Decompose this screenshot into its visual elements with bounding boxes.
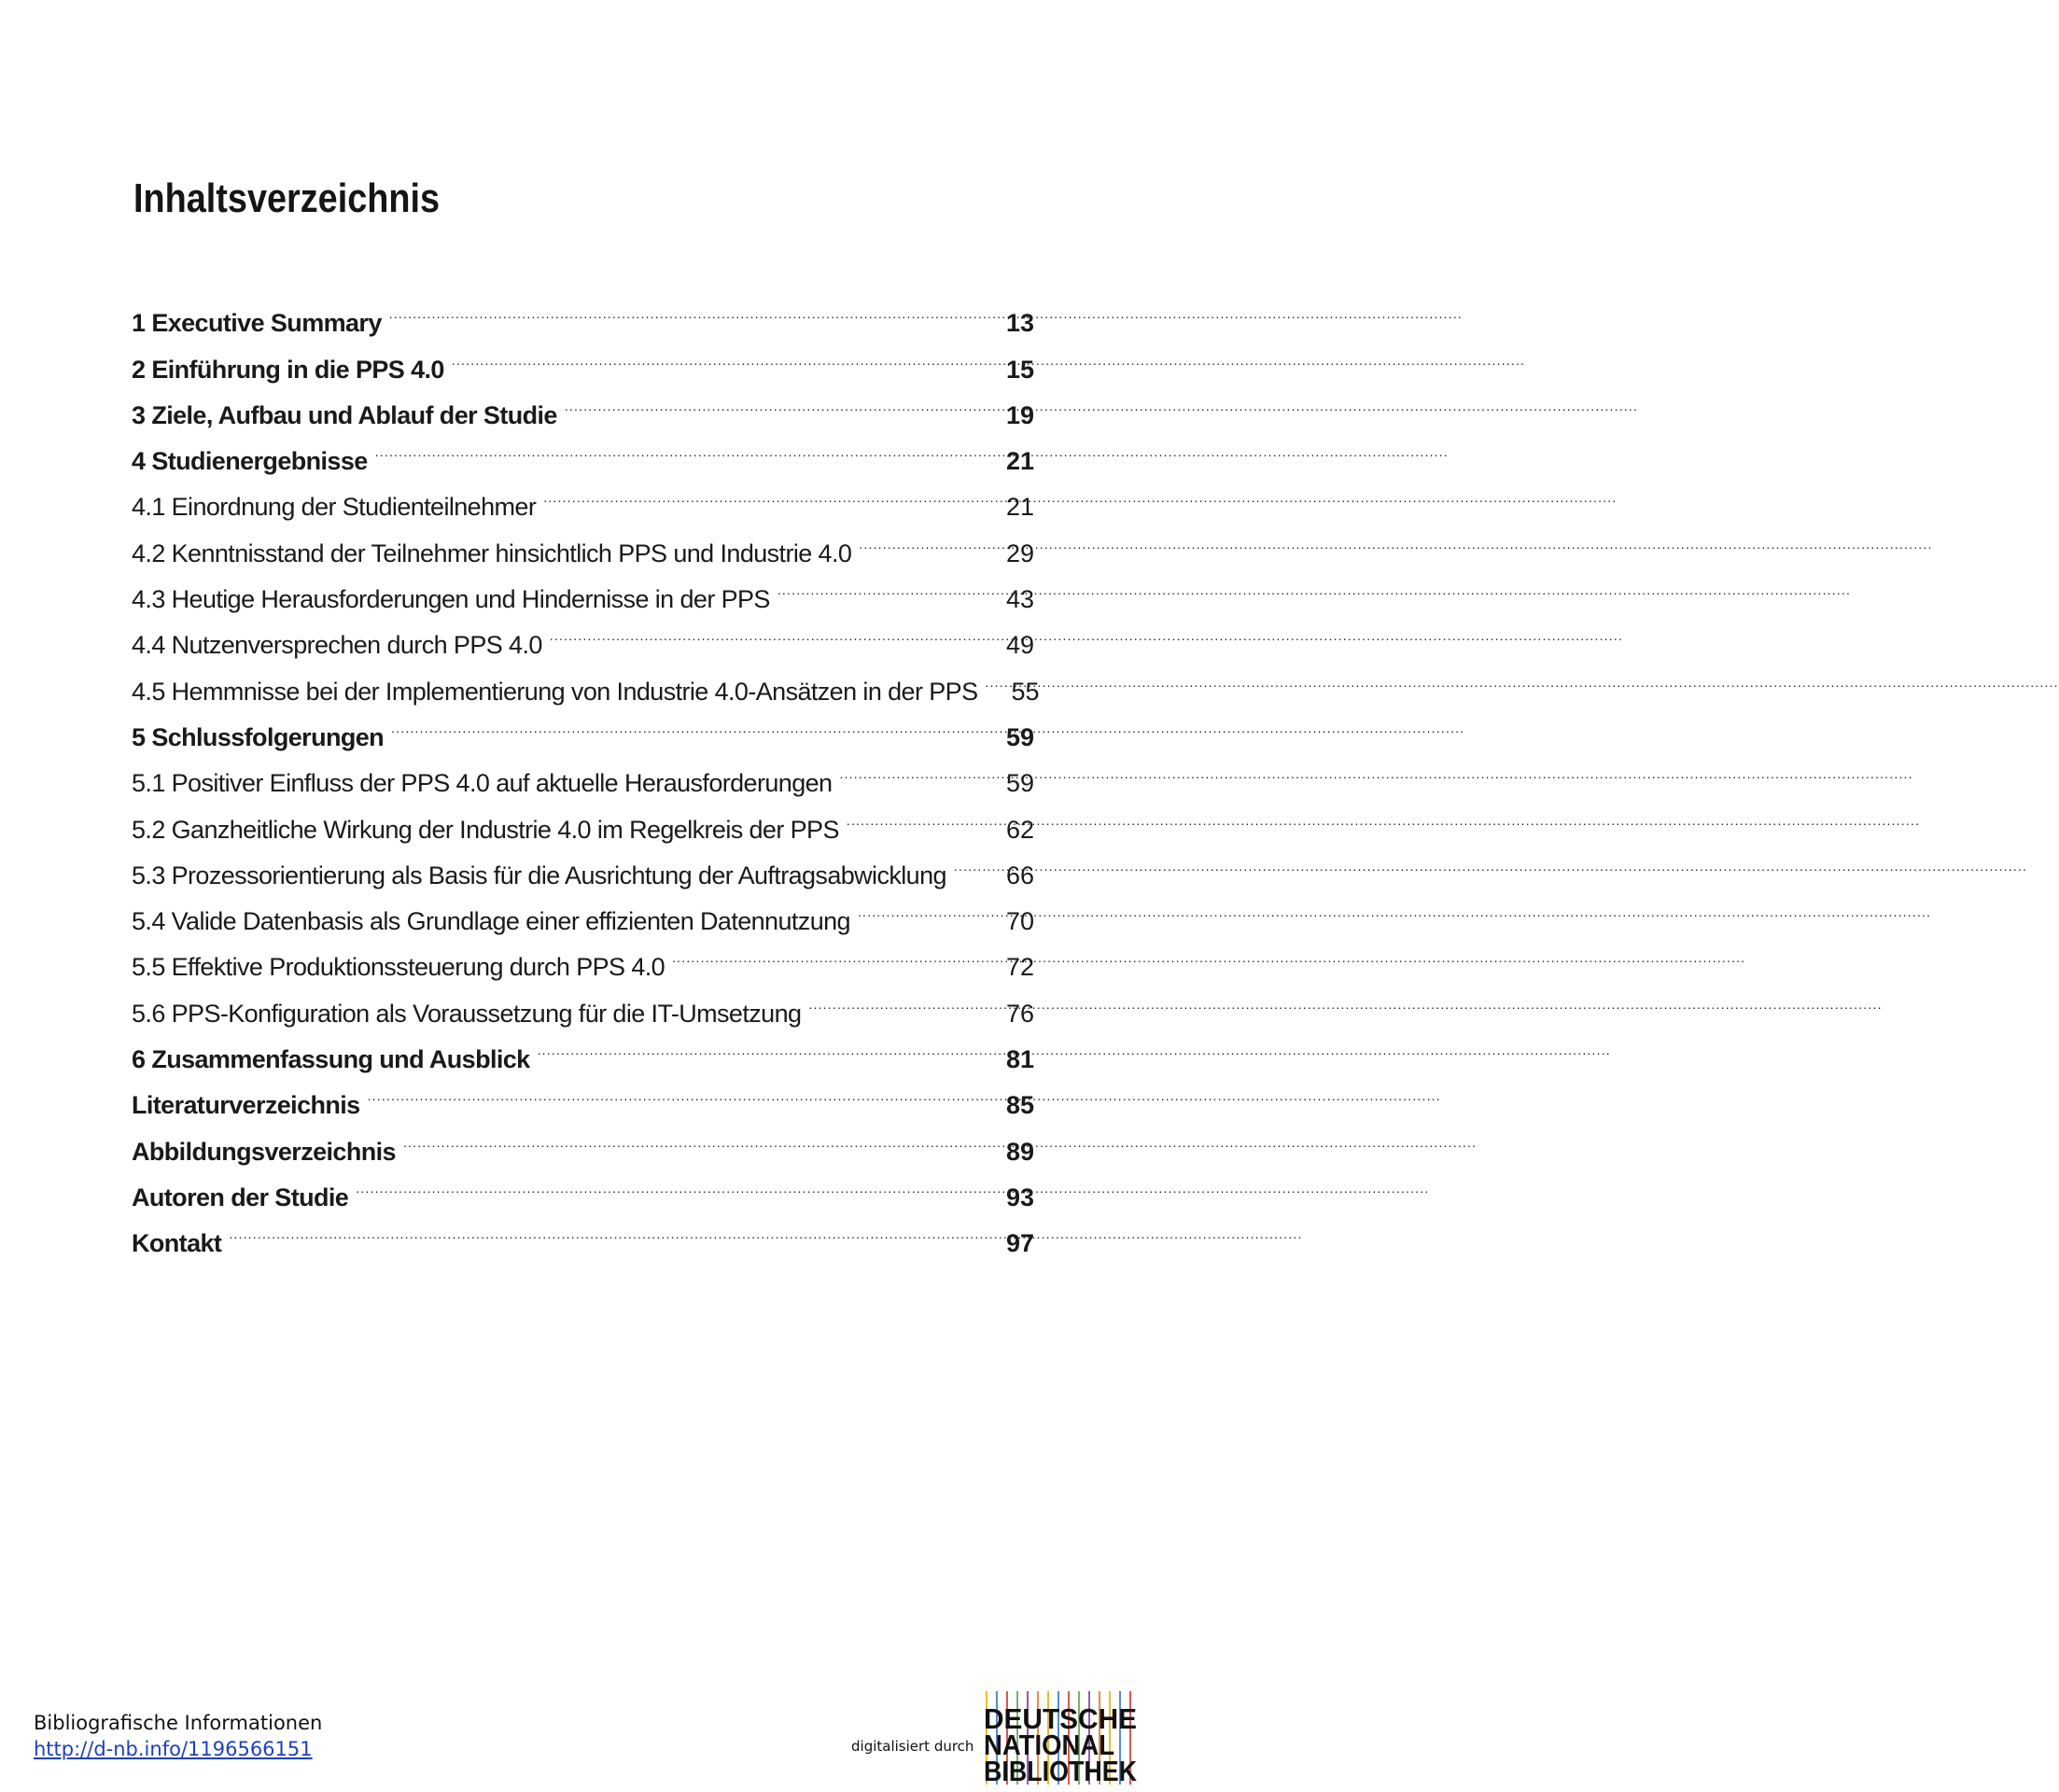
toc-dot-leader bbox=[375, 424, 999, 469]
toc-entry-label: 4.2 Kenntnisstand der Teilnehmer hinsichtlich PPS und Industrie 4.0 bbox=[132, 539, 852, 567]
toc-page-number: 21 bbox=[1005, 493, 1034, 522]
bib-info-label: Bibliografische Informationen bbox=[34, 1712, 323, 1734]
toc-page-number: 43 bbox=[1005, 585, 1034, 614]
toc-page-number: 19 bbox=[1005, 400, 1034, 429]
toc-dot-leader bbox=[543, 469, 999, 515]
dnb-logo bbox=[982, 1691, 1139, 1785]
toc-entry-label: 4 Studienergebnisse bbox=[132, 447, 368, 476]
toc-entry-label: 4.5 Hemmnisse bei der Implementierung von Industrie 4.0-Ansätzen in der PPS bbox=[132, 677, 978, 706]
toc-page-number: 15 bbox=[1005, 355, 1034, 384]
toc-dot-leader bbox=[986, 653, 1004, 699]
toc-dot-leader bbox=[229, 1206, 999, 1252]
logo-text-bibliothek: BIBLIOTHEK bbox=[984, 1755, 1138, 1787]
toc-page-number: 70 bbox=[1005, 907, 1034, 936]
toc-entry-label: 1 Executive Summary bbox=[132, 309, 382, 338]
toc-page-number: 59 bbox=[1005, 769, 1034, 798]
toc-dot-leader bbox=[368, 1068, 999, 1113]
toc-page-number: 21 bbox=[1005, 447, 1034, 476]
toc-dot-leader bbox=[403, 1113, 999, 1159]
toc-dot-leader bbox=[858, 884, 999, 930]
toc-dot-leader bbox=[672, 930, 999, 975]
logo-text-national: NATIONAL bbox=[984, 1729, 1114, 1761]
toc-page-number: 72 bbox=[1005, 953, 1034, 982]
toc-page-number: 89 bbox=[1005, 1137, 1034, 1166]
toc-entry-label: Kontakt bbox=[132, 1229, 222, 1258]
toc-page-number: 97 bbox=[1005, 1229, 1034, 1258]
toc-dot-leader bbox=[808, 975, 999, 1021]
bibliographic-info bbox=[34, 1710, 322, 1762]
toc-page-number: 29 bbox=[1005, 539, 1034, 567]
toc-page-number: 66 bbox=[1005, 861, 1034, 889]
toc-entry-label: 6 Zusammenfassung und Ausblick bbox=[132, 1045, 530, 1074]
toc-page-number: 85 bbox=[1005, 1091, 1034, 1120]
toc-page-number: 81 bbox=[1005, 1045, 1034, 1074]
toc-dot-leader bbox=[847, 791, 999, 837]
toc-entry-label: 5.4 Valide Datenbasis als Grundlage einer effizienten Datennutzung bbox=[132, 907, 850, 936]
table-of-contents bbox=[132, 286, 1040, 1258]
digitalized-by-label: digitalisiert durch bbox=[851, 1738, 974, 1755]
toc-dot-leader bbox=[550, 608, 999, 653]
toc-page-number: 49 bbox=[1005, 631, 1034, 660]
toc-dot-leader bbox=[954, 838, 999, 884]
toc-entry-label: 5 Schlussfolgerungen bbox=[132, 722, 385, 751]
page-title: Inhaltsverzeichnis bbox=[133, 175, 441, 221]
toc-entry-label: 5.1 Positiver Einfluss der PPS 4.0 auf aktuelle Herausforderungen bbox=[132, 769, 833, 798]
toc-dot-leader bbox=[452, 331, 999, 377]
toc-entry-label: 5.6 PPS-Konfiguration als Voraussetzung für die IT-Umsetzung bbox=[132, 999, 802, 1028]
toc-entry-label: 5.3 Prozessorientierung als Basis für die Ausrichtung der Auftragsabwicklung bbox=[132, 861, 946, 889]
toc-entry-label: 5.2 Ganzheitliche Wirkung der Industrie 4.0 im Regelkreis der PPS bbox=[132, 815, 839, 844]
toc-dot-leader bbox=[839, 746, 999, 791]
toc-dot-leader bbox=[389, 286, 999, 331]
toc-page-number: 62 bbox=[1005, 815, 1034, 844]
toc-entry-label: 3 Ziele, Aufbau und Ablauf der Studie bbox=[132, 400, 557, 429]
toc-page-number: 59 bbox=[1005, 722, 1034, 751]
toc-entry-label: 5.5 Effektive Produktionssteuerung durch PPS 4.0 bbox=[132, 953, 665, 982]
toc-entry-label: 4.1 Einordnung der Studienteilnehmer bbox=[132, 493, 537, 522]
toc-dot-leader bbox=[565, 378, 999, 424]
toc-entry-label: Abbildungsverzeichnis bbox=[132, 1137, 396, 1166]
toc-page-number: 13 bbox=[1005, 309, 1034, 338]
dnb-link[interactable]: http://d-nb.info/1196566151 bbox=[34, 1738, 313, 1760]
toc-entry-label: Literaturverzeichnis bbox=[132, 1091, 360, 1120]
toc-entry[interactable] bbox=[132, 286, 1034, 338]
toc-entry-label: 4.3 Heutige Herausforderungen und Hindernisse in der PPS bbox=[132, 585, 770, 614]
toc-dot-leader bbox=[777, 562, 999, 608]
toc-entry-label: 4.4 Nutzenversprechen durch PPS 4.0 bbox=[132, 631, 542, 660]
toc-dot-leader bbox=[391, 700, 999, 746]
toc-dot-leader bbox=[859, 515, 999, 561]
toc-entry-label: Autoren der Studie bbox=[132, 1183, 349, 1211]
logo-text-deutsche: DEUTSCHE bbox=[984, 1702, 1137, 1735]
toc-entry-label: 2 Einführung in die PPS 4.0 bbox=[132, 355, 444, 384]
toc-entry[interactable] bbox=[132, 1206, 1034, 1258]
toc-page-number: 93 bbox=[1005, 1183, 1034, 1211]
toc-page-number: 55 bbox=[1011, 677, 1040, 706]
toc-dot-leader bbox=[356, 1160, 999, 1206]
toc-page-number: 76 bbox=[1005, 999, 1034, 1028]
toc-dot-leader bbox=[538, 1022, 999, 1068]
